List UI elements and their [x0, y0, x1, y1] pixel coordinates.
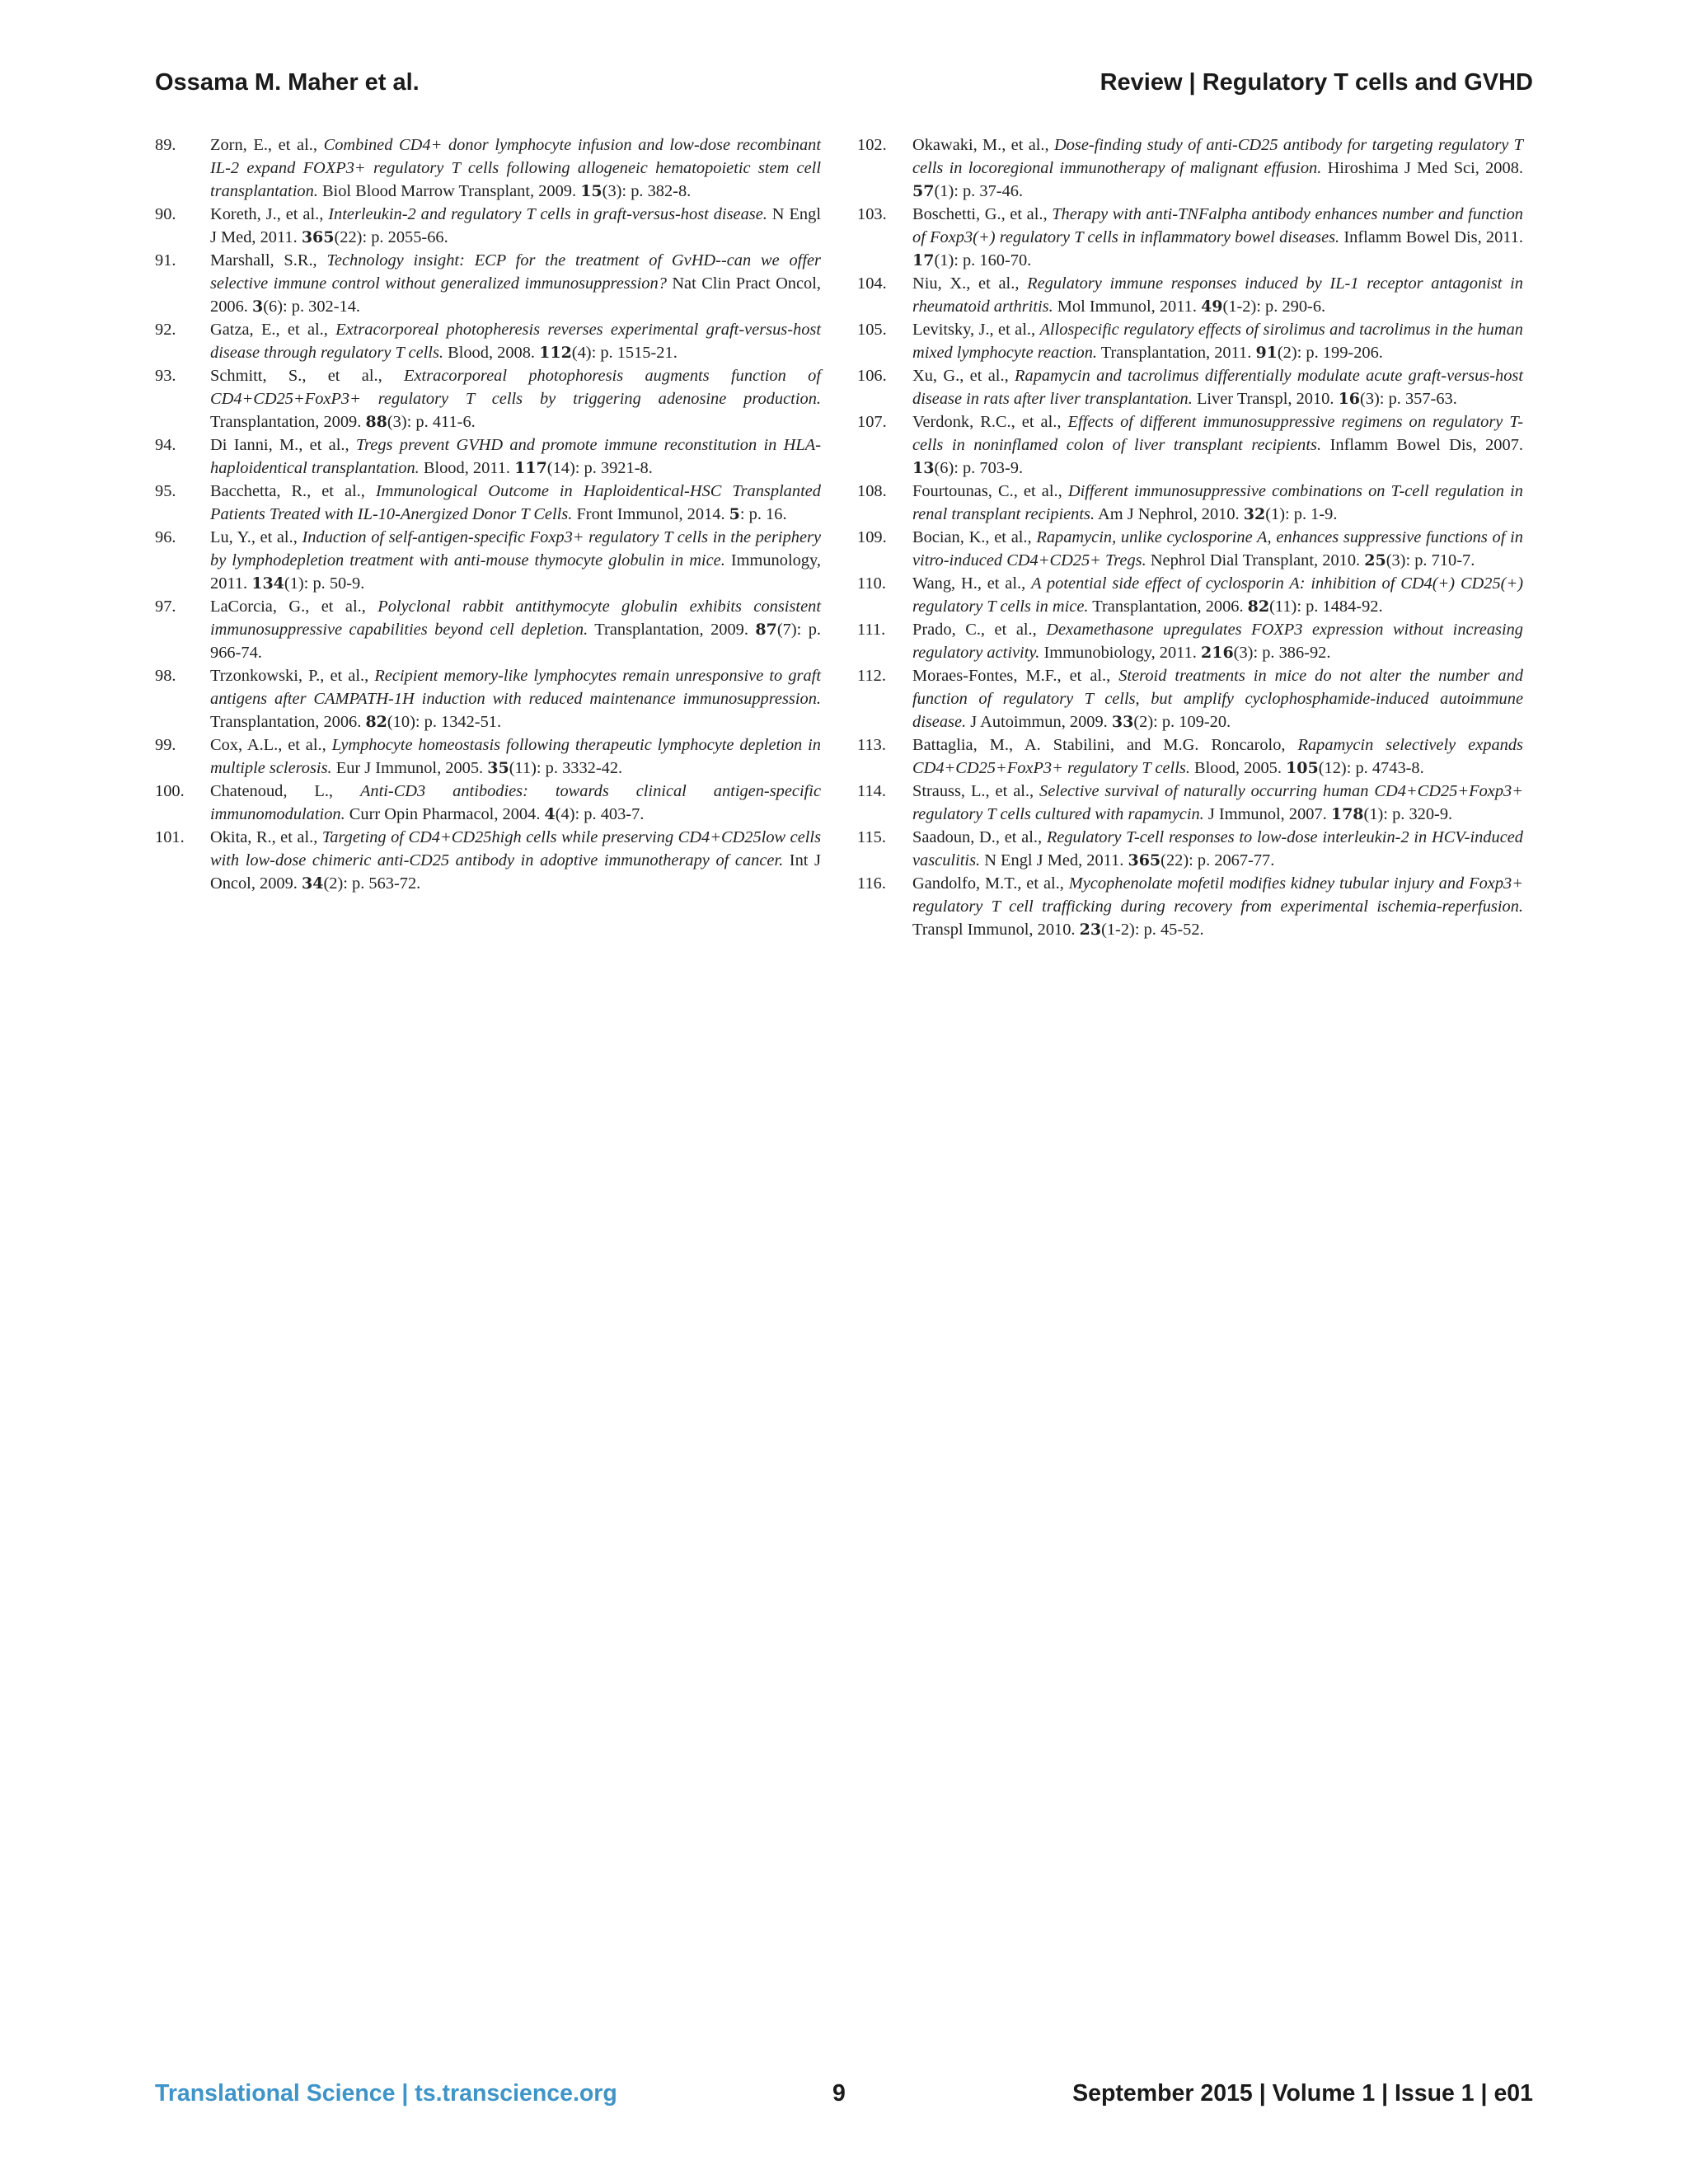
reference-pages: (1): p. 320-9.	[1363, 805, 1453, 823]
reference-title: Induction of self-antigen-specific Foxp3+ regulatory T cells in the periphery by lymphodepletion treatment with anti-mouse thymocyte globulin in mice.	[210, 528, 821, 569]
reference-number: 106.	[857, 367, 887, 385]
reference-number: 102.	[857, 136, 887, 154]
reference-number: 98.	[155, 667, 176, 685]
reference-item	[857, 480, 1523, 526]
reference-volume: 134	[251, 574, 284, 593]
reference-authors: Koreth, J., et al.,	[210, 205, 329, 223]
reference-pages: (1-2): p. 45-52.	[1101, 921, 1204, 939]
reference-item	[857, 780, 1523, 826]
reference-title: Rapamycin, unlike cyclosporine A, enhances suppressive functions of in vitro-induced CD4+CD25+ Tregs.	[912, 528, 1523, 569]
reference-number: 93.	[155, 367, 176, 385]
reference-journal: Mol Immunol, 2011.	[1053, 298, 1202, 316]
reference-pages: (1): p. 37-46.	[934, 182, 1024, 200]
reference-title: Tregs prevent GVHD and promote immune reconstitution in HLA-haploidentical transplantation.	[210, 436, 821, 477]
reference-pages: (22): p. 2067-77.	[1160, 851, 1275, 869]
reference-authors: Okita, R., et al.,	[210, 828, 322, 846]
reference-pages: (3): p. 357-63.	[1360, 390, 1457, 408]
footer-journal-link[interactable]: Translational Science | ts.transcience.org	[155, 2080, 617, 2107]
reference-item	[857, 364, 1523, 410]
reference-title: Selective survival of naturally occurring human CD4+CD25+Foxp3+ regulatory T cells cultured with rapamycin.	[912, 782, 1523, 823]
reference-item	[857, 733, 1523, 780]
reference-number: 96.	[155, 528, 176, 546]
reference-pages: : p. 16.	[739, 505, 787, 523]
footer-issue-info: September 2015 | Volume 1 | Issue 1 | e01	[1072, 2080, 1533, 2107]
reference-title: Technology insight: ECP for the treatment of GvHD--can we offer selective immune control without generalized immunosuppression?	[210, 251, 821, 293]
reference-pages: (6): p. 703-9.	[934, 459, 1024, 477]
reference-journal: Inflamm Bowel Dis, 2007.	[1321, 436, 1523, 454]
references-column-left	[155, 134, 821, 895]
reference-journal: Biol Blood Marrow Transplant, 2009.	[317, 182, 581, 200]
reference-volume: 34	[302, 874, 324, 893]
reference-item	[857, 134, 1523, 203]
reference-authors: Wang, H., et al.,	[912, 574, 1032, 593]
reference-item	[857, 618, 1523, 664]
reference-title: Rapamycin and tacrolimus differentially modulate acute graft-versus-host disease in rats after liver transplantation.	[912, 367, 1523, 408]
reference-title: Rapamycin selectively expands CD4+CD25+FoxP3+ regulatory T cells.	[912, 736, 1523, 777]
reference-pages: (7): p. 966-74.	[210, 621, 821, 662]
reference-number: 110.	[857, 574, 886, 593]
reference-journal: Inflamm Bowel Dis, 2011.	[1339, 228, 1523, 246]
reference-title: Anti-CD3 antibodies: towards clinical antigen-specific immunomodulation.	[210, 782, 821, 823]
reference-authors: Saadoun, D., et al.,	[912, 828, 1047, 846]
reference-number: 104.	[857, 274, 887, 293]
reference-volume: 49	[1201, 298, 1223, 316]
reference-volume: 178	[1330, 805, 1364, 823]
reference-pages: (2): p. 563-72.	[323, 874, 421, 893]
reference-pages: (1): p. 160-70.	[934, 251, 1032, 269]
reference-item	[155, 134, 821, 203]
reference-number: 108.	[857, 482, 887, 500]
reference-number: 114.	[857, 782, 886, 800]
reference-volume: 112	[539, 344, 572, 362]
reference-item	[857, 872, 1523, 941]
reference-authors: Schmitt, S., et al.,	[210, 367, 405, 385]
reference-authors: Bocian, K., et al.,	[912, 528, 1037, 546]
reference-title: Lymphocyte homeostasis following therapeutic lymphocyte depletion in multiple sclerosis.	[210, 736, 821, 777]
reference-title: Mycophenolate mofetil modifies kidney tubular injury and Foxp3+ regulatory T cell trafficking during recovery from experimental ischemia-reperfusion.	[912, 874, 1523, 916]
reference-authors: Levitsky, J., et al.,	[912, 321, 1040, 339]
reference-pages: (12): p. 4743-8.	[1318, 759, 1424, 777]
reference-volume: 5	[729, 505, 740, 523]
reference-journal: Blood, 2011.	[419, 459, 515, 477]
reference-volume: 17	[912, 251, 935, 269]
reference-journal: Nephrol Dial Transplant, 2010.	[1146, 551, 1365, 569]
reference-authors: Fourtounas, C., et al.,	[912, 482, 1068, 500]
reference-journal: Liver Transpl, 2010.	[1192, 390, 1339, 408]
reference-pages: (6): p. 302-14.	[263, 298, 361, 316]
reference-volume: 3	[251, 298, 264, 316]
reference-journal: Transplantation, 2009.	[588, 621, 756, 639]
reference-pages: (2): p. 199-206.	[1277, 344, 1383, 362]
reference-authors: Chatenoud, L.,	[210, 782, 360, 800]
reference-volume: 13	[912, 459, 935, 477]
reference-authors: Bacchetta, R., et al.,	[210, 482, 376, 500]
reference-authors: Zorn, E., et al.,	[210, 136, 324, 154]
reference-volume: 33	[1111, 713, 1134, 731]
footer-page-number: 9	[832, 2080, 846, 2107]
reference-volume: 105	[1286, 759, 1319, 777]
reference-title: Allospecific regulatory effects of sirolimus and tacrolimus in the human mixed lymphocyte reaction.	[912, 321, 1523, 362]
reference-volume: 32	[1243, 505, 1266, 523]
reference-authors: LaCorcia, G., et al.,	[210, 598, 378, 616]
reference-number: 112.	[857, 667, 886, 685]
reference-journal: Transplantation, 2009.	[210, 413, 366, 431]
reference-authors: Cox, A.L., et al.,	[210, 736, 332, 754]
reference-number: 99.	[155, 736, 176, 754]
reference-item	[155, 780, 821, 826]
reference-number: 90.	[155, 205, 176, 223]
reference-journal: Nat Clin Pract Oncol, 2006.	[210, 274, 821, 316]
reference-title: Recipient memory-like lymphocytes remain unresponsive to graft antigens after CAMPATH-1H induction with reduced maintenance immunosuppression.	[210, 667, 821, 708]
reference-title: Regulatory T-cell responses to low-dose interleukin-2 in HCV-induced vasculitis.	[912, 828, 1523, 869]
reference-authors: Niu, X., et al.,	[912, 274, 1028, 293]
reference-item	[155, 434, 821, 480]
reference-number: 97.	[155, 598, 176, 616]
reference-journal: N Engl J Med, 2011.	[210, 205, 821, 246]
reference-number: 100.	[155, 782, 185, 800]
reference-title: Extracorporeal photophoresis augments function of CD4+CD25+FoxP3+ regulatory T cells by triggering adenosine production.	[210, 367, 821, 408]
reference-volume: 4	[544, 805, 556, 823]
reference-pages: (1): p. 1-9.	[1265, 505, 1338, 523]
reference-authors: Verdonk, R.C., et al.,	[912, 413, 1068, 431]
references-column-right	[857, 134, 1523, 941]
reference-authors: Marshall, S.R.,	[210, 251, 327, 269]
reference-item	[155, 480, 821, 526]
reference-pages: (4): p. 1515-21.	[571, 344, 678, 362]
reference-number: 94.	[155, 436, 176, 454]
reference-authors: Strauss, L., et al.,	[912, 782, 1040, 800]
reference-volume: 88	[365, 413, 387, 431]
reference-item	[857, 826, 1523, 872]
reference-journal: Blood, 2005.	[1189, 759, 1287, 777]
reference-journal: Int J Oncol, 2009.	[210, 851, 821, 893]
reference-item	[857, 272, 1523, 318]
reference-volume: 23	[1079, 921, 1102, 939]
reference-item	[857, 572, 1523, 618]
running-header-title: Review | Regulatory T cells and GVHD	[1100, 69, 1533, 96]
reference-authors: Okawaki, M., et al.,	[912, 136, 1054, 154]
reference-volume: 216	[1201, 644, 1234, 662]
reference-journal: N Engl J Med, 2011.	[980, 851, 1128, 869]
reference-pages: (1): p. 50-9.	[284, 574, 365, 593]
reference-authors: Di Ianni, M., et al.,	[210, 436, 356, 454]
reference-journal: Transpl Immunol, 2010.	[912, 921, 1080, 939]
reference-volume: 87	[755, 621, 777, 639]
reference-item	[155, 526, 821, 595]
reference-authors: Prado, C., et al.,	[912, 621, 1047, 639]
reference-item	[857, 318, 1523, 364]
reference-title: Regulatory immune responses induced by IL-1 receptor antagonist in rheumatoid arthritis.	[912, 274, 1524, 316]
reference-number: 109.	[857, 528, 887, 546]
reference-journal: Immunobiology, 2011.	[1039, 644, 1201, 662]
reference-number: 95.	[155, 482, 176, 500]
reference-journal: Blood, 2008.	[443, 344, 540, 362]
reference-number: 111.	[857, 621, 886, 639]
reference-authors: Gatza, E., et al.,	[210, 321, 336, 339]
reference-pages: (10): p. 1342-51.	[387, 713, 502, 731]
reference-title: Steroid treatments in mice do not alter the number and function of regulatory T cells, but amplify cyclophosphamide-induced autoimmune disease.	[912, 667, 1524, 731]
reference-title: Extracorporeal photopheresis reverses experimental graft-versus-host disease through regulatory T cells.	[210, 321, 821, 362]
reference-pages: (11): p. 3332-42.	[509, 759, 623, 777]
reference-authors: Gandolfo, M.T., et al.,	[912, 874, 1069, 893]
reference-journal: Eur J Immunol, 2005.	[331, 759, 488, 777]
reference-authors: Battaglia, M., A. Stabilini, and M.G. Roncarolo,	[912, 736, 1298, 754]
reference-number: 101.	[155, 828, 185, 846]
reference-journal: Transplantation, 2006.	[1088, 598, 1248, 616]
reference-item	[155, 203, 821, 249]
reference-pages: (3): p. 710-7.	[1386, 551, 1475, 569]
reference-item	[155, 249, 821, 318]
reference-authors: Trzonkowski, P., et al.,	[210, 667, 375, 685]
reference-authors: Xu, G., et al.,	[912, 367, 1015, 385]
running-header-authors: Ossama M. Maher et al.	[155, 69, 420, 96]
reference-number: 89.	[155, 136, 176, 154]
reference-pages: (2): p. 109-20.	[1133, 713, 1231, 731]
reference-item	[155, 364, 821, 434]
reference-journal: Hiroshima J Med Sci, 2008.	[1321, 159, 1523, 177]
reference-pages: (1-2): p. 290-6.	[1222, 298, 1326, 316]
reference-title: Effects of different immunosuppressive regimens on regulatory T-cells in noninflamed colon of liver transplant recipients.	[912, 413, 1524, 454]
reference-pages: (3): p. 386-92.	[1233, 644, 1331, 662]
reference-number: 91.	[155, 251, 176, 269]
reference-authors: Boschetti, G., et al.,	[912, 205, 1053, 223]
reference-title: Polyclonal rabbit antithymocyte globulin exhibits consistent immunosuppressive capabilities beyond cell depletion.	[210, 598, 821, 639]
reference-journal: Am J Nephrol, 2010.	[1095, 505, 1244, 523]
reference-journal: Transplantation, 2006.	[210, 713, 366, 731]
reference-volume: 15	[580, 182, 603, 200]
reference-title: Dose-finding study of anti-CD25 antibody for targeting regulatory T cells in locoregional immunotherapy of malignant effusion.	[912, 136, 1523, 177]
reference-title: Dexamethasone upregulates FOXP3 expression without increasing regulatory activity.	[912, 621, 1524, 662]
reference-item	[155, 595, 821, 664]
reference-volume: 82	[1247, 598, 1270, 616]
reference-title: Targeting of CD4+CD25high cells while preserving CD4+CD25low cells with low-dose chimeric anti-CD25 antibody in adoptive immunotherapy of cancer.	[210, 828, 822, 869]
reference-authors: Lu, Y., et al.,	[210, 528, 302, 546]
reference-pages: (11): p. 1484-92.	[1269, 598, 1383, 616]
reference-journal: J Immunol, 2007.	[1203, 805, 1331, 823]
reference-journal: Curr Opin Pharmacol, 2004.	[345, 805, 545, 823]
reference-journal: Front Immunol, 2014.	[572, 505, 729, 523]
reference-volume: 91	[1255, 344, 1278, 362]
reference-number: 103.	[857, 205, 887, 223]
reference-number: 116.	[857, 874, 886, 893]
reference-item	[857, 410, 1523, 480]
reference-number: 105.	[857, 321, 887, 339]
reference-volume: 25	[1364, 551, 1386, 569]
reference-title: A potential side effect of cyclosporin A: inhibition of CD4(+) CD25(+) regulatory T cells in mice.	[912, 574, 1523, 616]
reference-title: Different immunosuppressive combinations on T-cell regulation in renal transplant recipients.	[912, 482, 1523, 523]
reference-pages: (22): p. 2055-66.	[334, 228, 448, 246]
reference-title: Combined CD4+ donor lymphocyte infusion and low-dose recombinant IL-2 expand FOXP3+ regulatory T cells following allogeneic hematopoietic stem cell transplantation.	[210, 136, 821, 200]
reference-title: Immunological Outcome in Haploidentical-HSC Transplanted Patients Treated with IL-10-Anergized Donor T Cells.	[210, 482, 821, 523]
reference-volume: 117	[514, 459, 547, 477]
reference-pages: (14): p. 3921-8.	[546, 459, 653, 477]
reference-number: 113.	[857, 736, 886, 754]
reference-number: 92.	[155, 321, 176, 339]
reference-title: Interleukin-2 and regulatory T cells in graft-versus-host disease.	[328, 205, 767, 223]
reference-item	[155, 733, 821, 780]
reference-item	[857, 664, 1523, 733]
reference-authors: Moraes-Fontes, M.F., et al.,	[912, 667, 1119, 685]
reference-number: 115.	[857, 828, 886, 846]
reference-item	[857, 203, 1523, 272]
reference-journal: Immunology, 2011.	[210, 551, 821, 593]
reference-volume: 35	[487, 759, 509, 777]
reference-pages: (4): p. 403-7.	[555, 805, 645, 823]
reference-journal: Transplantation, 2011.	[1097, 344, 1256, 362]
reference-pages: (3): p. 382-8.	[602, 182, 692, 200]
reference-item	[155, 664, 821, 733]
reference-volume: 365	[1128, 851, 1161, 869]
reference-title: Therapy with anti-TNFalpha antibody enhances number and function of Foxp3(+) regulatory T cells in inflammatory bowel diseases.	[912, 205, 1524, 246]
reference-volume: 57	[912, 182, 935, 200]
reference-item	[155, 318, 821, 364]
reference-pages: (3): p. 411-6.	[387, 413, 476, 431]
reference-number: 107.	[857, 413, 887, 431]
reference-item	[857, 526, 1523, 572]
reference-volume: 82	[365, 713, 387, 731]
reference-volume: 365	[301, 228, 335, 246]
reference-volume: 16	[1338, 390, 1361, 408]
reference-journal: J Autoimmun, 2009.	[966, 713, 1112, 731]
reference-item	[155, 826, 821, 895]
